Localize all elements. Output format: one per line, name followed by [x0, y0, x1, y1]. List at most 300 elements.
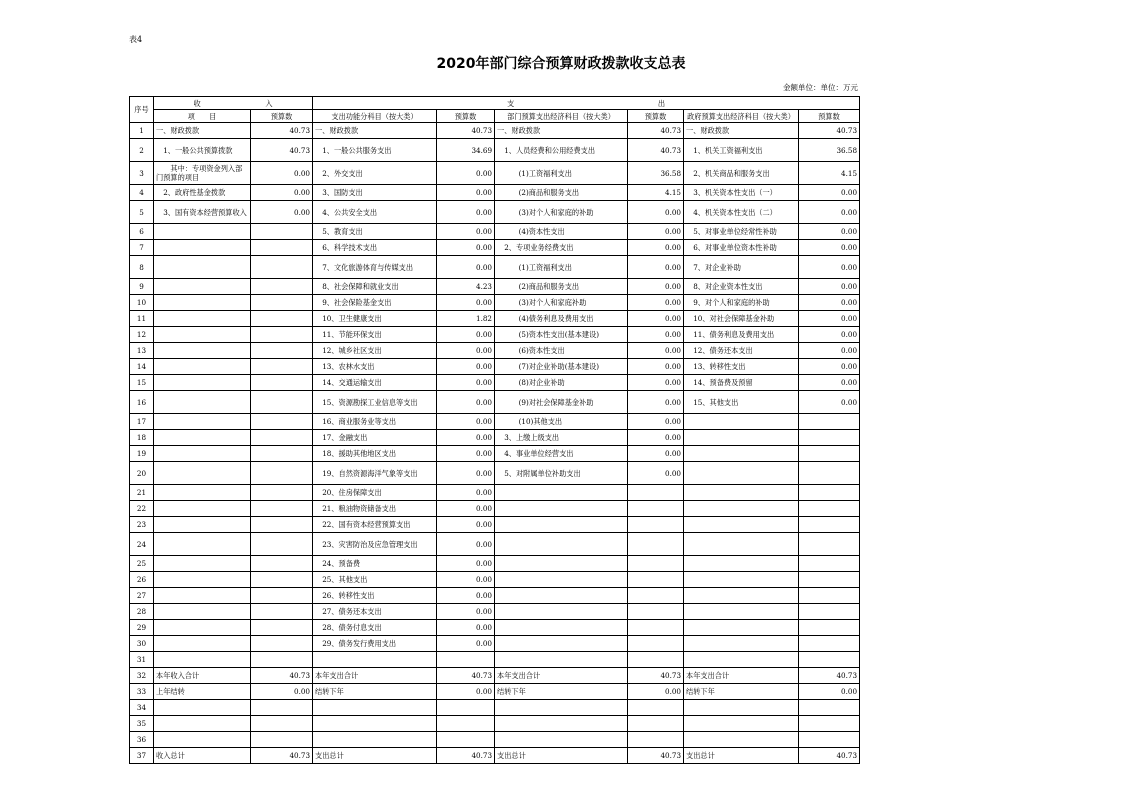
income-budget: [251, 501, 313, 517]
gov-econ-subject: 5、对事业单位经常性补助: [684, 224, 799, 240]
function-budget: 40.73: [437, 668, 495, 684]
function-budget: 0.00: [437, 240, 495, 256]
row-number: 9: [130, 279, 154, 295]
income-budget: [251, 700, 313, 716]
gov-econ-subject: 结转下年: [684, 684, 799, 700]
row-number: 31: [130, 652, 154, 668]
gov-econ-budget: 0.00: [799, 279, 860, 295]
table-row: [130, 446, 860, 462]
gov-econ-subject: 13、转移性支出: [684, 359, 799, 375]
function-budget: 0.00: [437, 327, 495, 343]
dept-econ-subject: (4)债务利息及费用支出: [495, 311, 628, 327]
function-budget: 0.00: [437, 462, 495, 485]
gov-econ-budget: 36.58: [799, 139, 860, 162]
income-item: 1、一般公共预算拨款: [154, 139, 251, 162]
function-subject: 结转下年: [313, 684, 437, 700]
gov-econ-budget: 0.00: [799, 327, 860, 343]
row-number: 11: [130, 311, 154, 327]
table-row: [130, 224, 860, 240]
income-item: [154, 556, 251, 572]
gov-econ-subject: [684, 604, 799, 620]
table-row: [130, 162, 860, 185]
table-row: [130, 327, 860, 343]
gov-econ-subject: 2、机关商品和服务支出: [684, 162, 799, 185]
row-number: 2: [130, 139, 154, 162]
dept-econ-subject: (1)工资福利支出: [495, 256, 628, 279]
func-subject-header: 支出功能分科目（按大类）: [313, 110, 437, 123]
function-subject: 4、公共安全支出: [313, 201, 437, 224]
dept-econ-subject: (9)对社会保障基金补助: [495, 391, 628, 414]
income-budget: [251, 279, 313, 295]
dept-econ-budget: [628, 716, 684, 732]
function-budget: 0.00: [437, 556, 495, 572]
row-number: 28: [130, 604, 154, 620]
function-subject: 5、教育支出: [313, 224, 437, 240]
dept-econ-subject: (10)其他支出: [495, 414, 628, 430]
table-row: [130, 684, 860, 700]
function-budget: 1.82: [437, 311, 495, 327]
gov-econ-budget: [799, 588, 860, 604]
dept-econ-subject: [495, 556, 628, 572]
income-budget: [251, 636, 313, 652]
income-item: [154, 295, 251, 311]
income-item: [154, 485, 251, 501]
gov-econ-budget: 0.00: [799, 224, 860, 240]
income-item: [154, 311, 251, 327]
function-budget: [437, 652, 495, 668]
row-number: 14: [130, 359, 154, 375]
function-subject: 10、卫生健康支出: [313, 311, 437, 327]
income-budget: [251, 375, 313, 391]
gov-econ-budget: [799, 430, 860, 446]
gov-econ-subject: [684, 446, 799, 462]
income-budget: [251, 359, 313, 375]
gov-econ-subject: [684, 556, 799, 572]
function-budget: 0.00: [437, 684, 495, 700]
row-number: 24: [130, 533, 154, 556]
dept-econ-budget: 36.58: [628, 162, 684, 185]
dept-econ-subject: [495, 732, 628, 748]
function-budget: 0.00: [437, 501, 495, 517]
function-subject: [313, 716, 437, 732]
row-number: 20: [130, 462, 154, 485]
function-subject: [313, 700, 437, 716]
table-row: [130, 668, 860, 684]
dept-econ-budget: 0.00: [628, 327, 684, 343]
dept-econ-subject: (3)对个人和家庭补助: [495, 295, 628, 311]
dept-econ-subject: [495, 517, 628, 533]
function-subject: 1、一般公共服务支出: [313, 139, 437, 162]
function-subject: 12、城乡社区支出: [313, 343, 437, 359]
row-number: 18: [130, 430, 154, 446]
income-budget: 40.73: [251, 668, 313, 684]
table-row: [130, 185, 860, 201]
gov-econ-budget: 0.00: [799, 201, 860, 224]
function-budget: 34.69: [437, 139, 495, 162]
gov-econ-subject: [684, 620, 799, 636]
function-budget: 0.00: [437, 391, 495, 414]
dept-econ-subject: 结转下年: [495, 684, 628, 700]
income-item: [154, 604, 251, 620]
gov-econ-budget: [799, 462, 860, 485]
dept-econ-budget: [628, 652, 684, 668]
function-subject: 16、商业服务业等支出: [313, 414, 437, 430]
gov-econ-subject: 一、财政拨款: [684, 123, 799, 139]
dept-econ-budget: 40.73: [628, 748, 684, 764]
dept-econ-budget: 0.00: [628, 684, 684, 700]
income-item: [154, 652, 251, 668]
gov-econ-budget: [799, 414, 860, 430]
function-subject: 24、预备费: [313, 556, 437, 572]
table-row: [130, 201, 860, 224]
dept-econ-subject: [495, 652, 628, 668]
gov-econ-budget: 4.15: [799, 162, 860, 185]
income-budget: [251, 652, 313, 668]
function-subject: 27、债务还本支出: [313, 604, 437, 620]
income-budget: 40.73: [251, 123, 313, 139]
gov-econ-budget: 0.00: [799, 375, 860, 391]
row-number: 16: [130, 391, 154, 414]
dept-econ-subject: 5、对附属单位补助支出: [495, 462, 628, 485]
gov-econ-subject: [684, 716, 799, 732]
row-number: 34: [130, 700, 154, 716]
table-row: [130, 359, 860, 375]
gov-econ-subject: [684, 501, 799, 517]
function-budget: 0.00: [437, 359, 495, 375]
function-budget: 0.00: [437, 343, 495, 359]
function-subject: 3、国防支出: [313, 185, 437, 201]
dept-econ-budget: [628, 556, 684, 572]
income-item: [154, 256, 251, 279]
function-subject: 11、节能环保支出: [313, 327, 437, 343]
row-number: 25: [130, 556, 154, 572]
dept-econ-budget: 0.00: [628, 430, 684, 446]
dept-econ-subject: [495, 501, 628, 517]
gov-econ-subject: 11、债务利息及费用支出: [684, 327, 799, 343]
row-number: 37: [130, 748, 154, 764]
gov-econ-budget: [799, 533, 860, 556]
dept-econ-budget: [628, 533, 684, 556]
dept-econ-budget: [628, 572, 684, 588]
income-item: [154, 732, 251, 748]
function-budget: 4.23: [437, 279, 495, 295]
table-row: [130, 620, 860, 636]
income-item: 一、财政拨款: [154, 123, 251, 139]
dept-econ-budget: 40.73: [628, 139, 684, 162]
table-row: [130, 279, 860, 295]
function-budget: 0.00: [437, 588, 495, 604]
dept-econ-subject: 2、专项业务经费支出: [495, 240, 628, 256]
income-budget: 0.00: [251, 201, 313, 224]
row-number: 7: [130, 240, 154, 256]
income-budget: [251, 414, 313, 430]
dept-econ-budget: 0.00: [628, 295, 684, 311]
gov-econ-subject: [684, 517, 799, 533]
budget-header: 预算数: [799, 110, 860, 123]
income-budget: [251, 224, 313, 240]
dept-econ-budget: [628, 501, 684, 517]
gov-econ-budget: 40.73: [799, 668, 860, 684]
gov-econ-budget: 40.73: [799, 123, 860, 139]
gov-econ-budget: [799, 501, 860, 517]
dept-econ-budget: 40.73: [628, 668, 684, 684]
function-subject: 13、农林水支出: [313, 359, 437, 375]
function-subject: 7、文化旅游体育与传媒支出: [313, 256, 437, 279]
row-number: 33: [130, 684, 154, 700]
dept-econ-subject: (8)对企业补助: [495, 375, 628, 391]
unit-label: 金额单位：单位：万元: [783, 83, 858, 92]
row-number: 5: [130, 201, 154, 224]
dept-econ-budget: 0.00: [628, 201, 684, 224]
dept-econ-subject: (2)商品和服务支出: [495, 185, 628, 201]
row-number: 21: [130, 485, 154, 501]
function-budget: 0.00: [437, 185, 495, 201]
row-number: 3: [130, 162, 154, 185]
dept-econ-budget: [628, 700, 684, 716]
dept-econ-subject: [495, 604, 628, 620]
gov-econ-subject: 4、机关资本性支出（二）: [684, 201, 799, 224]
budget-header: 预算数: [251, 110, 313, 123]
gov-econ-subject: [684, 572, 799, 588]
gov-econ-budget: 0.00: [799, 684, 860, 700]
dept-econ-subject: 一、财政拨款: [495, 123, 628, 139]
gov-econ-subject: 本年支出合计: [684, 668, 799, 684]
table-row: [130, 716, 860, 732]
income-item: [154, 446, 251, 462]
gov-econ-budget: [799, 620, 860, 636]
function-subject: 18、援助其他地区支出: [313, 446, 437, 462]
dept-econ-budget: 0.00: [628, 414, 684, 430]
income-budget: [251, 295, 313, 311]
income-item: 本年收入合计: [154, 668, 251, 684]
income-budget: 0.00: [251, 162, 313, 185]
income-item: 3、国有资本经营预算收入: [154, 201, 251, 224]
function-subject: 8、社会保障和就业支出: [313, 279, 437, 295]
dept-econ-budget: 0.00: [628, 391, 684, 414]
income-budget: [251, 556, 313, 572]
function-budget: 0.00: [437, 604, 495, 620]
gov-econ-budget: [799, 556, 860, 572]
table-row: [130, 485, 860, 501]
income-item: [154, 343, 251, 359]
dept-econ-budget: 0.00: [628, 375, 684, 391]
header-row-sub: [130, 110, 860, 123]
row-number: 23: [130, 517, 154, 533]
gov-econ-budget: [799, 604, 860, 620]
dept-econ-subject: [495, 572, 628, 588]
table-row: [130, 636, 860, 652]
gov-econ-subject: [684, 462, 799, 485]
income-item: [154, 240, 251, 256]
gov-econ-budget: [799, 636, 860, 652]
function-budget: 0.00: [437, 375, 495, 391]
income-item: [154, 327, 251, 343]
gov-econ-subject: [684, 588, 799, 604]
function-subject: 28、债务付息支出: [313, 620, 437, 636]
page-title: 2020年部门综合预算财政拨款收支总表: [436, 56, 686, 72]
function-budget: 0.00: [437, 201, 495, 224]
income-budget: [251, 732, 313, 748]
income-budget: [251, 240, 313, 256]
row-number: 29: [130, 620, 154, 636]
function-subject: 21、粮油物资储备支出: [313, 501, 437, 517]
gov-econ-subject: 8、对企业资本性支出: [684, 279, 799, 295]
gov-econ-subject: [684, 485, 799, 501]
dept-econ-budget: 0.00: [628, 279, 684, 295]
gov-econ-budget: 0.00: [799, 359, 860, 375]
row-number: 30: [130, 636, 154, 652]
function-subject: 17、金融支出: [313, 430, 437, 446]
row-number: 19: [130, 446, 154, 462]
function-budget: [437, 716, 495, 732]
table-row: [130, 517, 860, 533]
dept-econ-header: 部门预算支出经济科目（按大类）: [495, 110, 628, 123]
dept-econ-budget: [628, 604, 684, 620]
dept-econ-subject: (7)对企业补助(基本建设): [495, 359, 628, 375]
table-row: [130, 533, 860, 556]
gov-econ-subject: [684, 732, 799, 748]
gov-econ-budget: 0.00: [799, 311, 860, 327]
function-budget: 0.00: [437, 517, 495, 533]
row-number: 1: [130, 123, 154, 139]
income-budget: [251, 572, 313, 588]
function-budget: 0.00: [437, 446, 495, 462]
header-row-top: [130, 97, 860, 110]
function-subject: 6、科学技术支出: [313, 240, 437, 256]
dept-econ-subject: 4、事业单位经营支出: [495, 446, 628, 462]
gov-econ-subject: 1、机关工资福利支出: [684, 139, 799, 162]
gov-econ-budget: [799, 517, 860, 533]
gov-econ-subject: 12、债务还本支出: [684, 343, 799, 359]
income-item: [154, 375, 251, 391]
dept-econ-budget: 0.00: [628, 446, 684, 462]
function-subject: 9、社会保险基金支出: [313, 295, 437, 311]
income-item: [154, 501, 251, 517]
dept-econ-budget: [628, 588, 684, 604]
function-budget: 0.00: [437, 295, 495, 311]
table-row: [130, 462, 860, 485]
income-budget: 40.73: [251, 139, 313, 162]
table-row: [130, 572, 860, 588]
income-budget: [251, 462, 313, 485]
function-budget: 0.00: [437, 430, 495, 446]
gov-econ-budget: 40.73: [799, 748, 860, 764]
income-budget: [251, 343, 313, 359]
function-subject: 15、资源勘探工业信息等支出: [313, 391, 437, 414]
function-budget: 0.00: [437, 572, 495, 588]
function-budget: [437, 732, 495, 748]
function-subject: 19、自然资源海洋气象等支出: [313, 462, 437, 485]
row-number: 12: [130, 327, 154, 343]
income-budget: [251, 311, 313, 327]
dept-econ-subject: 3、上缴上级支出: [495, 430, 628, 446]
table-row: [130, 748, 860, 764]
function-subject: 14、交通运输支出: [313, 375, 437, 391]
gov-econ-subject: 3、机关资本性支出（一）: [684, 185, 799, 201]
income-budget: [251, 716, 313, 732]
table-row: [130, 256, 860, 279]
dept-econ-subject: [495, 700, 628, 716]
dept-econ-budget: [628, 517, 684, 533]
income-item: [154, 700, 251, 716]
gov-econ-subject: 支出总计: [684, 748, 799, 764]
row-number: 27: [130, 588, 154, 604]
table-row: [130, 139, 860, 162]
gov-econ-subject: 15、其他支出: [684, 391, 799, 414]
income-item: 其中：专项资金列入部门预算的项目: [154, 162, 251, 185]
table-row: [130, 123, 860, 139]
row-number: 17: [130, 414, 154, 430]
row-number: 36: [130, 732, 154, 748]
table-row: [130, 501, 860, 517]
income-item: [154, 620, 251, 636]
gov-econ-subject: [684, 636, 799, 652]
income-budget: [251, 430, 313, 446]
table-row: [130, 588, 860, 604]
gov-econ-budget: [799, 732, 860, 748]
function-subject: [313, 732, 437, 748]
dept-econ-subject: (6)资本性支出: [495, 343, 628, 359]
income-item: [154, 414, 251, 430]
income-budget: [251, 588, 313, 604]
function-subject: 支出总计: [313, 748, 437, 764]
dept-econ-budget: 0.00: [628, 256, 684, 279]
row-number: 8: [130, 256, 154, 279]
gov-econ-subject: 10、对社会保障基金补助: [684, 311, 799, 327]
row-number: 4: [130, 185, 154, 201]
income-budget: 40.73: [251, 748, 313, 764]
row-number: 35: [130, 716, 154, 732]
function-subject: 22、国有资本经营预算支出: [313, 517, 437, 533]
dept-econ-subject: (1)工资福利支出: [495, 162, 628, 185]
dept-econ-budget: [628, 636, 684, 652]
income-item: [154, 391, 251, 414]
dept-econ-budget: [628, 732, 684, 748]
gov-econ-subject: [684, 414, 799, 430]
item-header: 项 目: [154, 110, 251, 123]
seq-header: 序号: [130, 97, 154, 123]
dept-econ-budget: 4.15: [628, 185, 684, 201]
dept-econ-budget: 0.00: [628, 240, 684, 256]
table-row: [130, 652, 860, 668]
row-number: 6: [130, 224, 154, 240]
table-row: [130, 391, 860, 414]
income-item: [154, 430, 251, 446]
gov-econ-budget: 0.00: [799, 343, 860, 359]
income-item: [154, 517, 251, 533]
dept-econ-budget: 0.00: [628, 359, 684, 375]
income-item: [154, 279, 251, 295]
gov-econ-budget: [799, 700, 860, 716]
dept-econ-subject: 本年支出合计: [495, 668, 628, 684]
gov-econ-budget: [799, 572, 860, 588]
function-subject: 20、住房保障支出: [313, 485, 437, 501]
income-item: [154, 462, 251, 485]
table-row: [130, 240, 860, 256]
income-item: 上年结转: [154, 684, 251, 700]
dept-econ-subject: [495, 716, 628, 732]
function-subject: 26、转移性支出: [313, 588, 437, 604]
dept-econ-budget: 0.00: [628, 224, 684, 240]
income-item: 收入总计: [154, 748, 251, 764]
row-number: 10: [130, 295, 154, 311]
row-number: 13: [130, 343, 154, 359]
budget-summary-table: [129, 96, 860, 764]
dept-econ-subject: [495, 636, 628, 652]
income-item: [154, 359, 251, 375]
income-budget: [251, 620, 313, 636]
dept-econ-subject: (2)商品和服务支出: [495, 279, 628, 295]
